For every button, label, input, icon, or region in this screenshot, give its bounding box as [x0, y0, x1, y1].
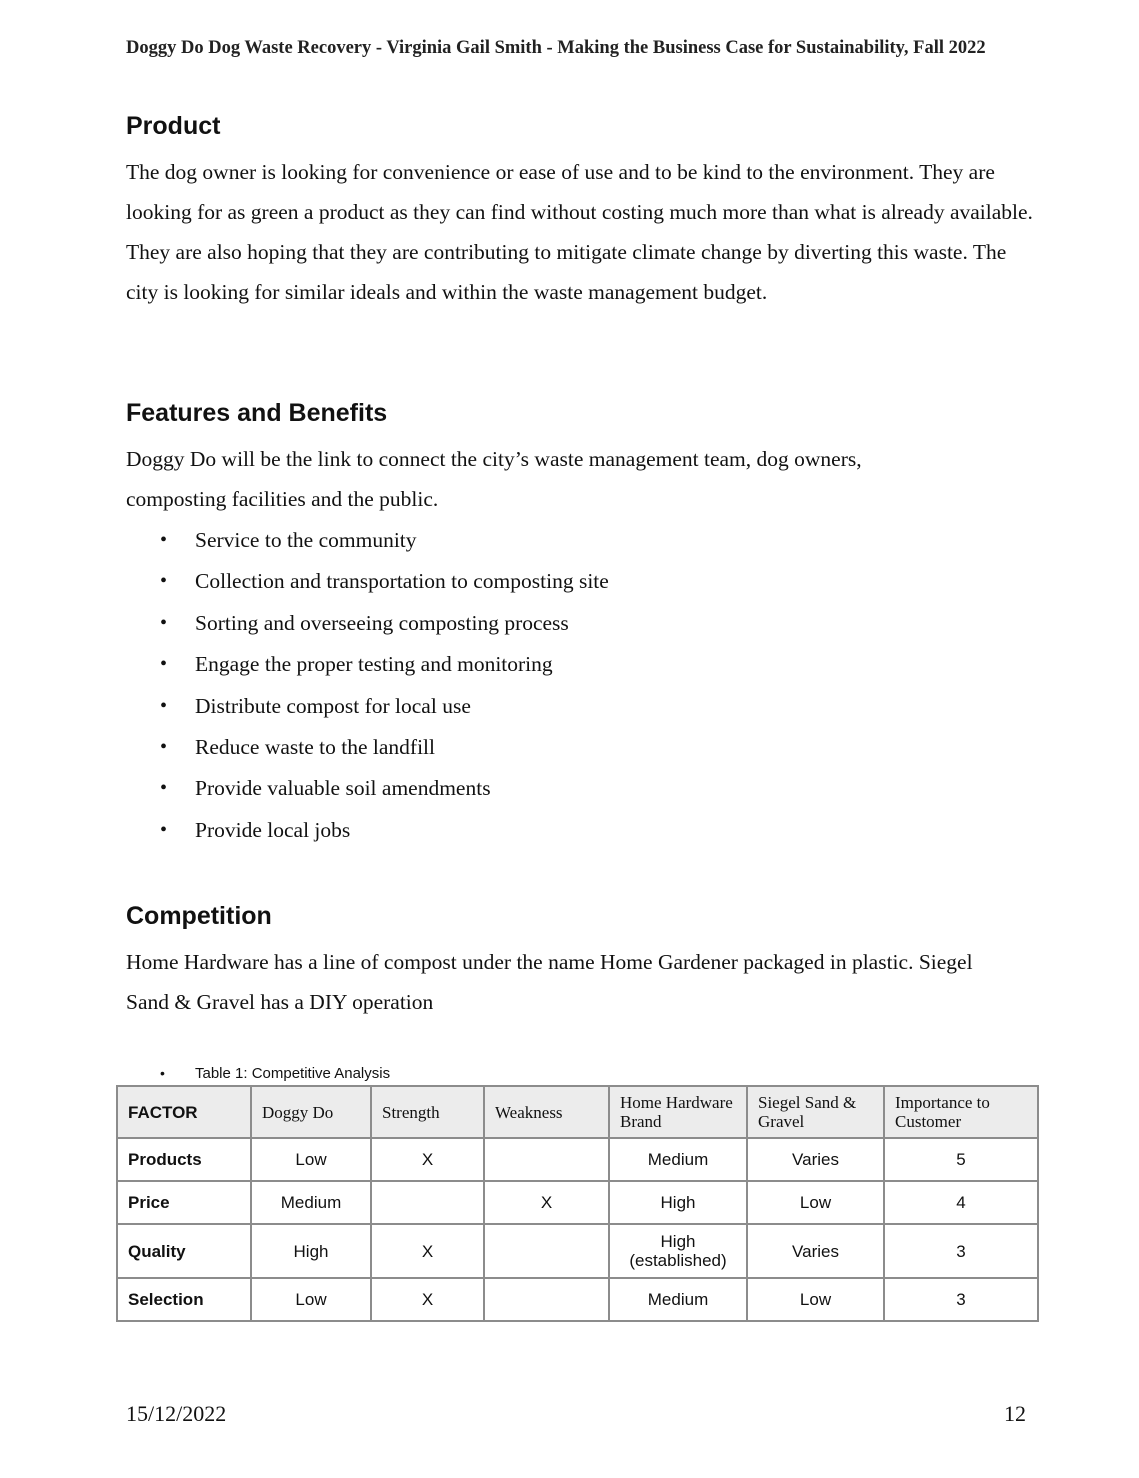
bullet-icon: •	[160, 818, 168, 841]
competition-heading: Competition	[126, 902, 272, 930]
column-header-importance: Importance to Customer	[884, 1086, 1038, 1138]
list-item: • Provide valuable soil amendments	[160, 768, 609, 809]
table-cell: Medium	[609, 1278, 747, 1321]
table-cell	[484, 1138, 609, 1181]
running-header: Doggy Do Dog Waste Recovery - Virginia Gail Smith - Making the Business Case for Sustainability, Fall 2022	[126, 38, 986, 58]
bullet-icon: •	[160, 570, 168, 593]
bullet-icon: •	[160, 694, 168, 717]
footer-date: 15/12/2022	[126, 1401, 227, 1426]
row-header: Quality	[117, 1224, 251, 1278]
column-header-weakness: Weakness	[484, 1086, 609, 1138]
table-cell: Medium	[609, 1138, 747, 1181]
features-bullet-list	[160, 520, 609, 851]
bullet-icon: •	[160, 1065, 165, 1081]
table-cell: Low	[747, 1181, 884, 1224]
column-header-doggy-do: Doggy Do	[251, 1086, 371, 1138]
table-cell: 5	[884, 1138, 1038, 1181]
table-cell: 4	[884, 1181, 1038, 1224]
bullet-icon: •	[160, 653, 168, 676]
table-row	[117, 1224, 1038, 1278]
list-item: • Reduce waste to the landfill	[160, 727, 609, 768]
table-cell: X	[371, 1224, 484, 1278]
table-header-row	[117, 1086, 1038, 1138]
competition-paragraph: Home Hardware has a line of compost under the name Home Gardener packaged in plastic. Siegel Sand & Gravel has a DIY operation	[126, 950, 973, 1014]
table-cell	[484, 1224, 609, 1278]
column-header-factor: FACTOR	[117, 1086, 251, 1138]
bullet-icon: •	[160, 611, 168, 634]
table-cell: High	[251, 1224, 371, 1278]
bullet-icon: •	[160, 777, 168, 800]
table-cell: Low	[747, 1278, 884, 1321]
product-paragraph: The dog owner is looking for convenience or ease of use and to be kind to the environment. They are looking for as green a product as they can find without costing much more than what is already available. They are also hoping that they are contributing to mitigate climate change by diverting this waste. The city is looking for similar ideals and within the waste management budget.	[126, 160, 1033, 304]
table-cell: Varies	[747, 1138, 884, 1181]
column-header-home-hardware: Home Hardware Brand	[609, 1086, 747, 1138]
table-cell	[371, 1181, 484, 1224]
competitive-analysis-table	[116, 1085, 1039, 1322]
table-cell	[484, 1278, 609, 1321]
table-cell: Low	[251, 1138, 371, 1181]
column-header-strength: Strength	[371, 1086, 484, 1138]
table-row	[117, 1181, 1038, 1224]
row-header: Selection	[117, 1278, 251, 1321]
product-heading: Product	[126, 112, 221, 140]
features-heading: Features and Benefits	[126, 399, 388, 427]
table-cell: X	[484, 1181, 609, 1224]
list-item: • Service to the community	[160, 520, 609, 561]
list-item: • Distribute compost for local use	[160, 686, 609, 727]
table-row	[117, 1278, 1038, 1321]
table-cell: High (established)	[609, 1224, 747, 1278]
list-item: • Provide local jobs	[160, 810, 609, 851]
column-header-siegel: Siegel Sand & Gravel	[747, 1086, 884, 1138]
table-cell: 3	[884, 1224, 1038, 1278]
bullet-icon: •	[160, 529, 168, 551]
table-cell: 3	[884, 1278, 1038, 1321]
list-item: • Collection and transportation to composting site	[160, 561, 609, 602]
bullet-icon: •	[160, 735, 168, 758]
table-cell: X	[371, 1278, 484, 1321]
table-cell: High	[609, 1181, 747, 1224]
table-cell: Low	[251, 1278, 371, 1321]
table-row	[117, 1138, 1038, 1181]
row-header: Products	[117, 1138, 251, 1181]
page-number: 12	[1004, 1401, 1026, 1426]
table-cell: Medium	[251, 1181, 371, 1224]
table-cell: X	[371, 1138, 484, 1181]
row-header: Price	[117, 1181, 251, 1224]
list-item: • Engage the proper testing and monitoring	[160, 644, 609, 685]
features-paragraph: Doggy Do will be the link to connect the city’s waste management team, dog owners, composting facilities and the public.	[126, 447, 862, 511]
table-cell: Varies	[747, 1224, 884, 1278]
table-caption: • Table 1: Competitive Analysis	[160, 1065, 391, 1082]
list-item: • Sorting and overseeing composting process	[160, 603, 609, 644]
